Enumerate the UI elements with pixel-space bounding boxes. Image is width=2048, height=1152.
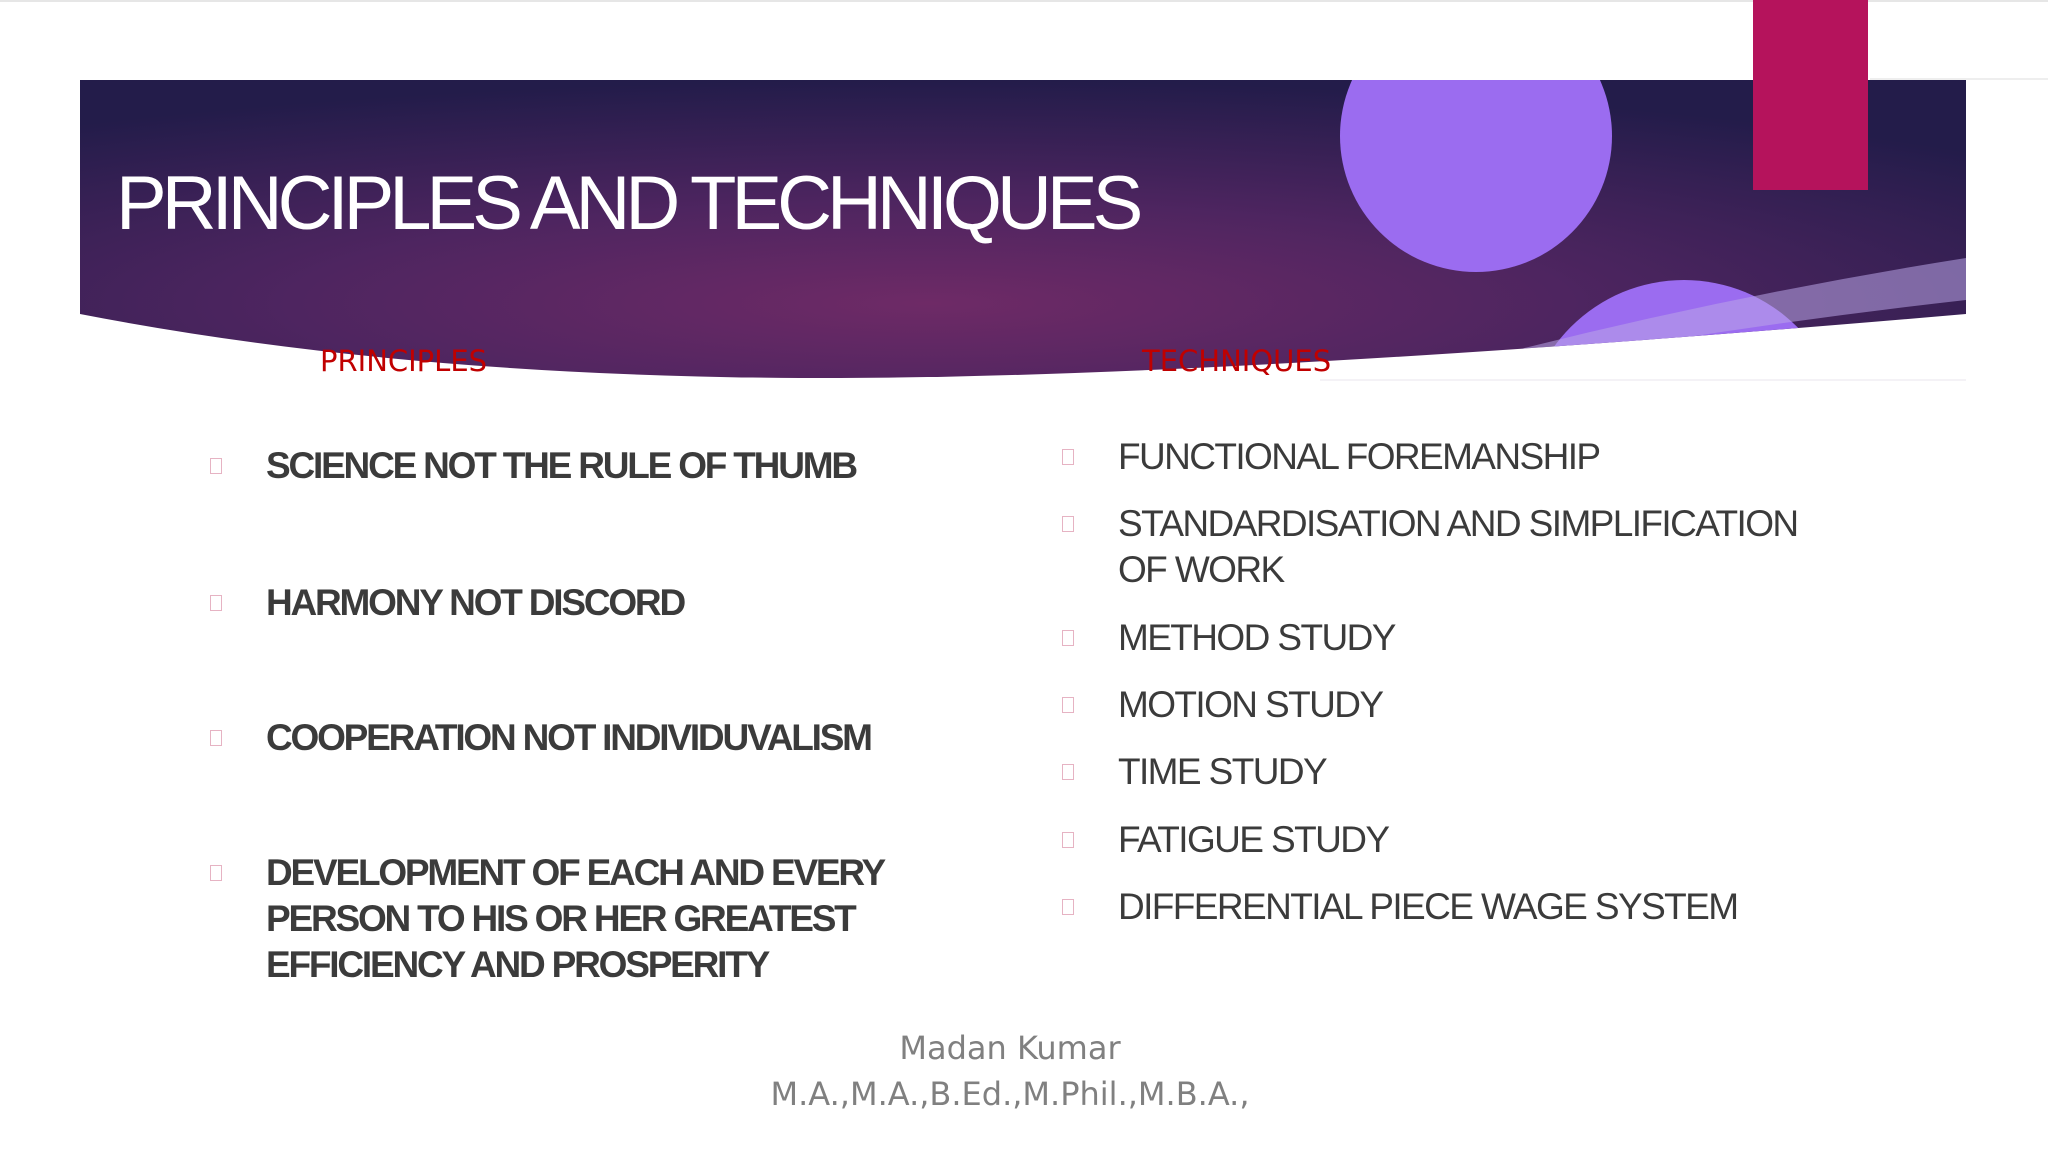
slide-title: PRINCIPLES AND TECHNIQUES — [116, 161, 1139, 246]
square-bullet-icon — [1062, 764, 1074, 780]
square-bullet-icon — [1062, 899, 1074, 915]
square-bullet-icon — [1062, 449, 1074, 465]
technique-text: TIME STUDY — [1118, 751, 1327, 792]
technique-text: FUNCTIONAL FOREMANSHIP — [1118, 436, 1600, 477]
accent-bar — [1753, 0, 1868, 190]
principle-text: HARMONY NOT DISCORD — [266, 582, 684, 623]
square-bullet-icon — [210, 730, 222, 746]
author-name: Madan Kumar — [899, 1029, 1121, 1067]
technique-text: MOTION STUDY — [1118, 684, 1383, 725]
decor-circle-top — [1340, 0, 1612, 272]
square-bullet-icon — [1062, 832, 1074, 848]
principles-heading: PRINCIPLES — [320, 344, 488, 378]
footer-credits — [0, 1025, 2020, 1117]
square-bullet-icon — [1062, 697, 1074, 713]
principle-text: COOPERATION NOT INDIVIDUVALISM — [266, 717, 871, 758]
principle-text: SCIENCE NOT THE RULE OF THUMB — [266, 445, 856, 486]
technique-text: DIFFERENTIAL PIECE WAGE SYSTEM — [1118, 886, 1738, 927]
square-bullet-icon — [210, 865, 222, 881]
square-bullet-icon — [210, 458, 222, 474]
author-qualifications: M.A.,M.A.,B.Ed.,M.Phil.,M.B.A., — [770, 1075, 1250, 1113]
technique-text: METHOD STUDY — [1118, 617, 1395, 658]
techniques-heading: TECHNIQUES — [1142, 344, 1332, 378]
square-bullet-icon — [1062, 516, 1074, 532]
square-bullet-icon — [1062, 630, 1074, 646]
technique-text: FATIGUE STUDY — [1118, 819, 1389, 860]
technique-text: STANDARDISATION AND SIMPLIFICATION OF WORK — [1118, 503, 1798, 590]
principle-text: DEVELOPMENT OF EACH AND EVERY PERSON TO HIS OR HER GREATEST EFFICIENCY AND PROSPERITY — [266, 852, 885, 985]
square-bullet-icon — [210, 595, 222, 611]
